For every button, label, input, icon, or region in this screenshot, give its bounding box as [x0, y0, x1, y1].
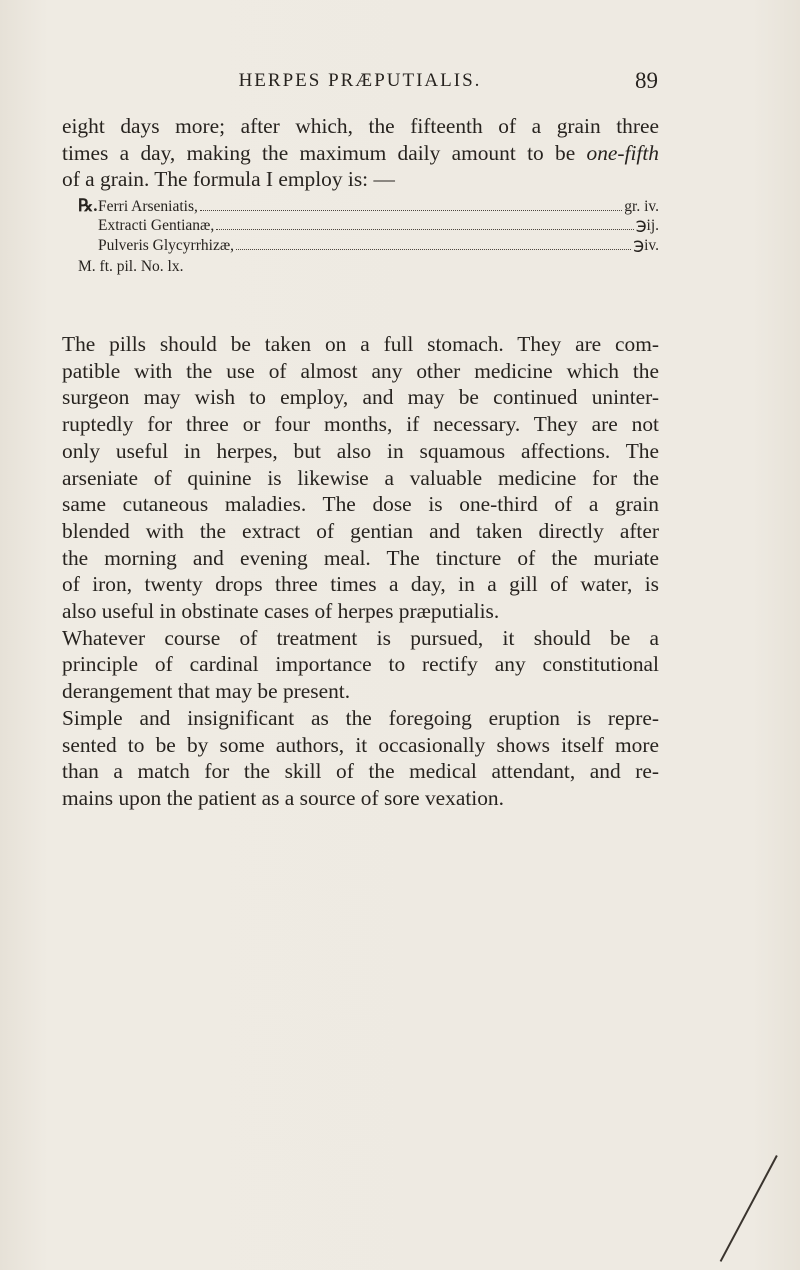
recipe-symbol: ℞. [78, 196, 98, 215]
intro-paragraph [62, 113, 659, 193]
text-line [62, 140, 659, 167]
text-line: surgeon may wish to employ, and may be continued uninter- [62, 385, 659, 410]
text-line: mains upon the patient as a source of sore vexation. [62, 785, 504, 810]
text-line: The pills should be taken on a full stomach. They are com- [62, 332, 659, 356]
text-line: sented to be by some authors, it occasionally shows itself more [62, 732, 659, 757]
running-title: HERPES PRÆPUTIALIS. [238, 70, 482, 91]
text-line: ruptedly for three or four months, if necessary. They are not [62, 412, 659, 437]
text-line: same cutaneous maladies. The dose is one-third of a grain [62, 492, 659, 517]
formula-closing: M. ft. pil. No. lx. [78, 258, 184, 276]
text-line: of a grain. The formula I employ is: — [62, 167, 395, 192]
text-line: only useful in herpes, but also in squamous affections. The [62, 438, 659, 463]
ingredient-name: Pulveris Glycyrrhizæ, [98, 236, 235, 254]
text-line: arseniate of quinine is likewise a valuable medicine for the [62, 465, 659, 490]
text-line: blended with the extract of gentian and taken directly after [62, 518, 659, 543]
text-line: Whatever course of treatment is pursued, it should be a [62, 625, 659, 650]
page-number: 89 [635, 68, 658, 93]
ingredient-quantity: gr. iv. [624, 198, 659, 215]
leader-dots [200, 210, 622, 211]
formula-row [78, 196, 659, 216]
ingredient-quantity: ℈ij. [635, 217, 659, 235]
text-line: Simple and insignificant as the foregoing eruption is repre- [62, 705, 659, 730]
ingredient-quantity: ℈iv. [633, 236, 659, 254]
formula-row [78, 216, 659, 235]
emphasis-one-fifth: one-fifth [586, 140, 659, 165]
text-line: the morning and evening meal. The tincture of the muriate [62, 545, 659, 570]
text-line: patible with the use of almost any other medicine which the [62, 358, 659, 383]
text-line: also useful in obstinate cases of herpes præputialis. [62, 599, 500, 624]
text-line: than a match for the skill of the medical attendant, and re- [62, 759, 659, 784]
text-line: derangement that may be present. [62, 679, 351, 704]
page-edge-mark [720, 1155, 778, 1262]
text-line: eight days more; after which, the fifteenth of a grain three [62, 114, 659, 138]
leader-dots [216, 229, 633, 230]
formula-row [78, 236, 659, 255]
text-line: principle of cardinal importance to rectify any constitutional [62, 652, 659, 677]
page-header [62, 70, 658, 100]
prescription-formula [78, 196, 659, 277]
body-text [62, 331, 659, 812]
text-line: of iron, twenty drops three times a day, in a gill of water, is [62, 572, 659, 597]
leader-dots [236, 249, 631, 250]
text-line-segment: times a day, making the maximum daily amount to be [62, 140, 576, 165]
ingredient-name: Extracti Gentianæ, [98, 217, 215, 235]
ingredient-name: Ferri Arseniatis, [98, 198, 198, 215]
